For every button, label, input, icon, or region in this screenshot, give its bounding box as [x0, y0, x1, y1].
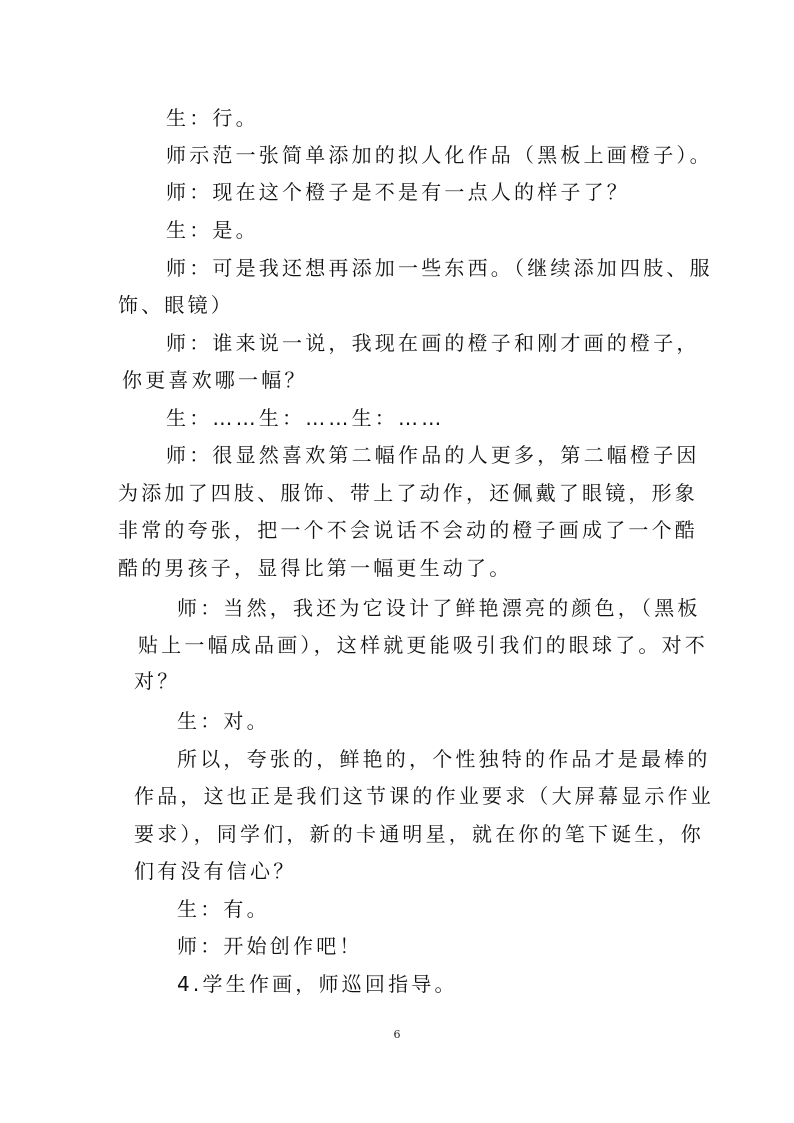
text-line: 饰、眼镜）	[118, 293, 234, 317]
text-line: 师：现在这个橙子是不是有一点人的样子了？	[166, 180, 630, 204]
page-number: 6	[393, 1028, 401, 1041]
text-line: 生：有。	[177, 897, 270, 921]
text-line: 酷的男孩子，显得比第一幅更生动了。	[118, 556, 513, 580]
text-line: 要求），同学们，新的卡通明星，就在你的笔下诞生，你	[134, 822, 704, 846]
text-line: 师示范一张简单添加的拟人化作品（黑板上画橙子）。	[166, 143, 713, 167]
text-line: 生：是。	[166, 218, 259, 242]
text-line: 师：可是我还想再添加一些东西。（继续添加四肢、服	[166, 256, 713, 280]
text-line: 生：行。	[166, 106, 259, 130]
text-line: 为添加了四肢、服饰、带上了动作，还佩戴了眼镜，形象	[118, 481, 698, 505]
text-line: 师：谁来说一说，我现在画的橙子和刚才画的橙子，	[166, 331, 700, 355]
text-line: 对？	[134, 669, 181, 693]
text-line: 师：开始创作吧！	[177, 934, 363, 958]
text-line: 你更喜欢哪一幅？	[122, 368, 308, 392]
text-line: 师：当然，我还为它设计了鲜艳漂亮的颜色，（黑板	[177, 596, 701, 620]
text-line: 所以，夸张的，鲜艳的，个性独特的作品才是最棒的	[177, 747, 711, 771]
text-line: 4.学生作画，师巡回指导。	[177, 972, 458, 996]
text-line: 师：很显然喜欢第二幅作品的人更多，第二幅橙子因	[166, 443, 700, 467]
text-line: 作品，这也正是我们这节课的作业要求（大屏幕显示作业	[134, 784, 714, 808]
text-line: 非常的夸张，把一个不会说话不会动的橙子画成了一个酷	[118, 518, 698, 542]
text-line: 贴上一幅成品画），这样就更能吸引我们的眼球了。对不	[138, 633, 708, 657]
text-line: 们有没有信心？	[134, 859, 297, 883]
text-line: 生：对。	[177, 709, 270, 733]
text-line: 生：……生：……生：……	[166, 406, 445, 430]
